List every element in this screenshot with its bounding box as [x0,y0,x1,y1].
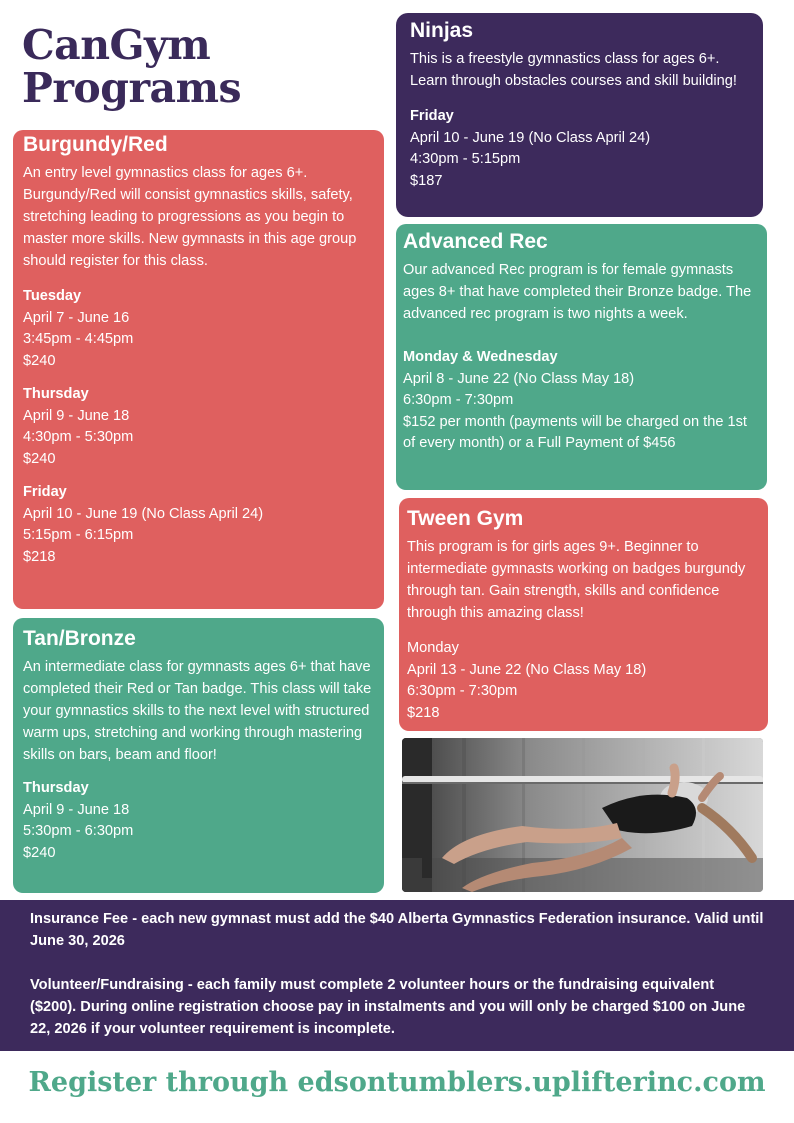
schedule-time: 6:30pm - 7:30pm [407,683,518,699]
gymnast-photo [402,738,763,892]
schedule-friday [410,106,749,192]
schedule-thursday [23,384,374,470]
page-title [22,21,382,112]
schedule-thursday [23,778,374,864]
program-description: Our advanced Rec program is for female gymnasts ages 8+ that have completed their Bronze badge. The advanced rec program is two nights a week. [403,262,752,322]
schedule-day: Thursday [23,780,89,796]
schedule-dates: April 10 - June 19 (No Class April 24) [23,505,264,522]
schedule-time: 5:15pm - 6:15pm [23,527,134,543]
schedule-price: $218 [23,548,56,565]
schedule-day: Friday [410,108,454,124]
schedule-time: 6:30pm - 7:30pm [403,392,514,408]
fees-info-band [0,900,794,1051]
program-name: Tan/Bronze [23,627,136,650]
schedule-friday [23,482,374,568]
schedule-dates: April 9 - June 18 [23,407,130,424]
schedule-day: Monday [407,640,459,656]
schedule-price: $240 [23,450,56,467]
insurance-fee-note: Insurance Fee - each new gymnast must add the $40 Alberta Gymnastics Federation insurance. Valid until June 30, 2026 [30,911,764,949]
schedule-day: Thursday [23,386,89,402]
schedule-dates: April 13 - June 22 (No Class May 18) [407,661,647,678]
program-name: Advanced Rec [403,230,548,253]
program-card-tan-bronze [13,618,384,893]
gymnast-photo-illustration [402,738,763,892]
volunteer-fundraising-note: Volunteer/Fundraising - each family must complete 2 volunteer hours or the fundraising equivalent ($200). During online registration choose pay in instalments and you will only be charged $100 on June 22, 2026 if your volunteer requirement is incomplete. [30,977,746,1037]
schedule-day: Tuesday [23,288,82,304]
program-card-tween-gym [399,498,768,731]
schedule-day: Monday & Wednesday [403,349,558,365]
schedule-price: $240 [23,844,56,861]
program-name: Burgundy/Red [23,133,168,156]
schedule-time: 5:30pm - 6:30pm [23,823,134,839]
schedule-dates: April 9 - June 18 [23,801,130,818]
program-name: Ninjas [410,19,474,42]
schedule-price: $240 [23,352,56,369]
schedule-time: 3:45pm - 4:45pm [23,331,134,347]
schedule-time: 4:30pm - 5:15pm [410,151,521,167]
schedule-dates: April 7 - June 16 [23,309,130,326]
schedule-day: Friday [23,484,67,500]
schedule-price: $187 [410,172,443,189]
program-card-burgundy-red [13,130,384,609]
page-title-line-2: Programs [22,64,242,112]
program-card-advanced-rec [396,224,767,490]
program-description: This program is for girls ages 9+. Beginner to intermediate gymnasts working on badges burgundy through tan. Gain strength, skills and confidence through this amazing class! [407,539,746,621]
schedule-price: $218 [407,704,440,721]
program-description: This is a freestyle gymnastics class for ages 6+. Learn through obstacles courses and skill building! [410,51,737,89]
program-card-ninjas [396,13,763,217]
page-title-line-1: CanGym [22,21,211,69]
schedule-dates: April 8 - June 22 (No Class May 18) [403,370,635,387]
program-description: An entry level gymnastics class for ages 6+. Burgundy/Red will consist gymnastics skills, safety, stretching leading to progressions as you begin to master more skills. New gymnasts in this age group should register for this class. [23,165,357,269]
schedule-tuesday [23,286,374,372]
program-name: Tween Gym [407,507,524,530]
schedule-monday-wednesday [403,347,759,455]
schedule-time: 4:30pm - 5:30pm [23,429,134,445]
register-link[interactable]: Register through edsontumblers.uplifterinc.com [28,1067,766,1098]
schedule-price: $152 per month (payments will be charged on the 1st of every month) or a Full Payment of $456 [403,413,747,451]
schedule-dates: April 10 - June 19 (No Class April 24) [410,129,651,146]
schedule-monday [407,638,760,724]
program-description: An intermediate class for gymnasts ages 6+ that have completed their Red or Tan badge. This class will take your gymnastics skills to the next level with structured warm ups, stretching and working through mastering skills on bars, beam and floor! [23,659,372,763]
